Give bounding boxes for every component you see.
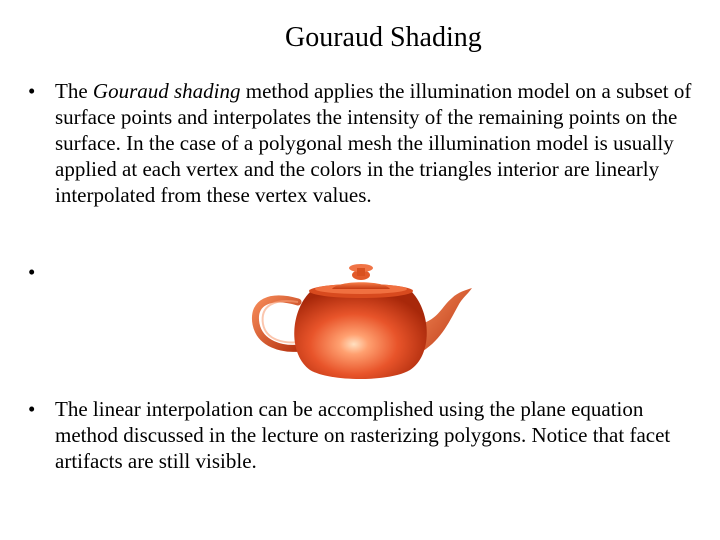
bullet-marker-2: • — [28, 260, 36, 284]
bullet-marker-1: • — [28, 79, 36, 103]
bullet-marker-3: • — [28, 397, 36, 421]
bullet-1-text-start: The — [55, 79, 93, 103]
bullet-text-3: The linear interpolation can be accomplished using the plane equation method discussed in the lecture on rasterizing polygons. Notice that facet artifacts are still visible. — [55, 397, 671, 473]
bullet-1-italic-term: Gouraud shading — [92, 79, 241, 103]
slide-title: Gouraud Shading — [285, 22, 482, 53]
teapot-image — [250, 262, 480, 384]
bullet-text-1 — [55, 78, 695, 208]
bullet-1-text-rest: method applies the illumination model on a subset of surface points and interpolates the intensity of the remaining points on the surface. In the case of a polygonal mesh the illumination model is usually applied at each vertex and the colors in the triangles interior are linearly interpolated from these vertex values. — [55, 79, 692, 207]
